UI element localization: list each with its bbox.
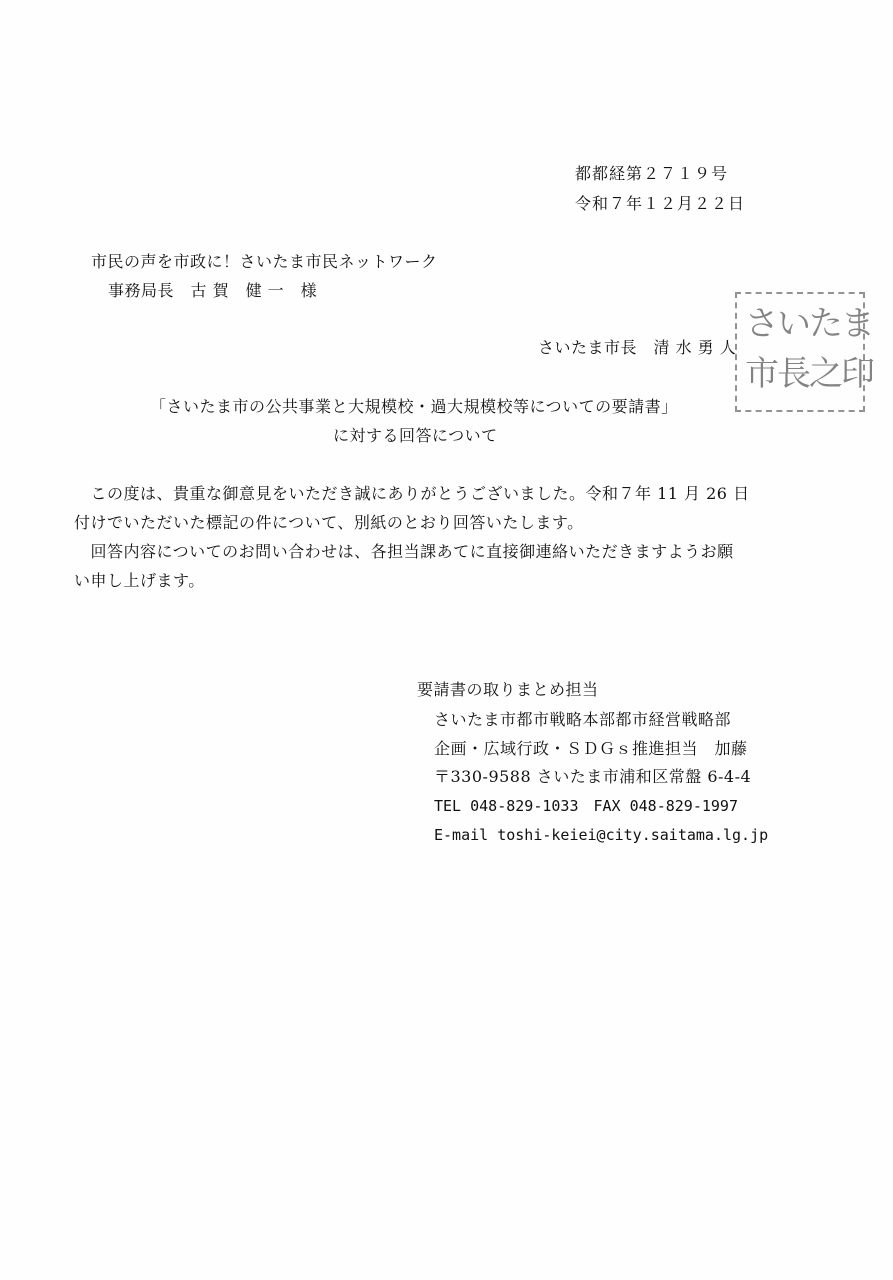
body-line-1: この度は、貴重な御意見をいただき誠にありがとうございました。令和７年 11 月 26 日	[74, 484, 750, 503]
contact-section: 企画・広域行政・ＳＤＧｓ推進担当 加藤	[434, 739, 748, 758]
contact-title: 要請書の取りまとめ担当	[417, 680, 599, 699]
contact-department: さいたま市都市戦略本部都市経営戦略部	[434, 710, 732, 729]
letter-date: 令和７年１２月２２日	[575, 194, 746, 213]
body-line-3: 回答内容についてのお問い合わせは、各担当課あてに直接御連絡いただきますようお願	[74, 542, 734, 561]
seal-bottom-text: 市長之印	[745, 354, 873, 394]
contact-address: 〒330-9588 さいたま市浦和区常盤 6-4-4	[434, 767, 752, 786]
official-seal-stamp	[735, 292, 873, 412]
contact-email: E-mail toshi-keiei@city.saitama.lg.jp	[434, 826, 769, 844]
reference-number: 都都経第２７１９号	[575, 164, 729, 183]
seal-top-text: さいたま	[745, 304, 873, 344]
addressee-person: 事務局長 古 賀 健 一 様	[108, 281, 318, 300]
body-line-4: い申し上げます。	[74, 571, 205, 590]
body-line-2: 付けでいただいた標記の件について、別紙のとおり回答いたします。	[74, 513, 584, 532]
sender-name: さいたま市長 清 水 勇 人	[538, 338, 737, 357]
addressee-organization: 市民の声を市政に！さいたま市民ネットワーク	[91, 252, 438, 271]
contact-phone-fax: TEL 048-829-1033 FAX 048-829-1997	[434, 797, 738, 815]
subject-line-1: 「さいたま市の公共事業と大規模校・過大規模校等についての要請書」	[150, 397, 678, 416]
subject-line-2: に対する回答について	[333, 426, 498, 445]
